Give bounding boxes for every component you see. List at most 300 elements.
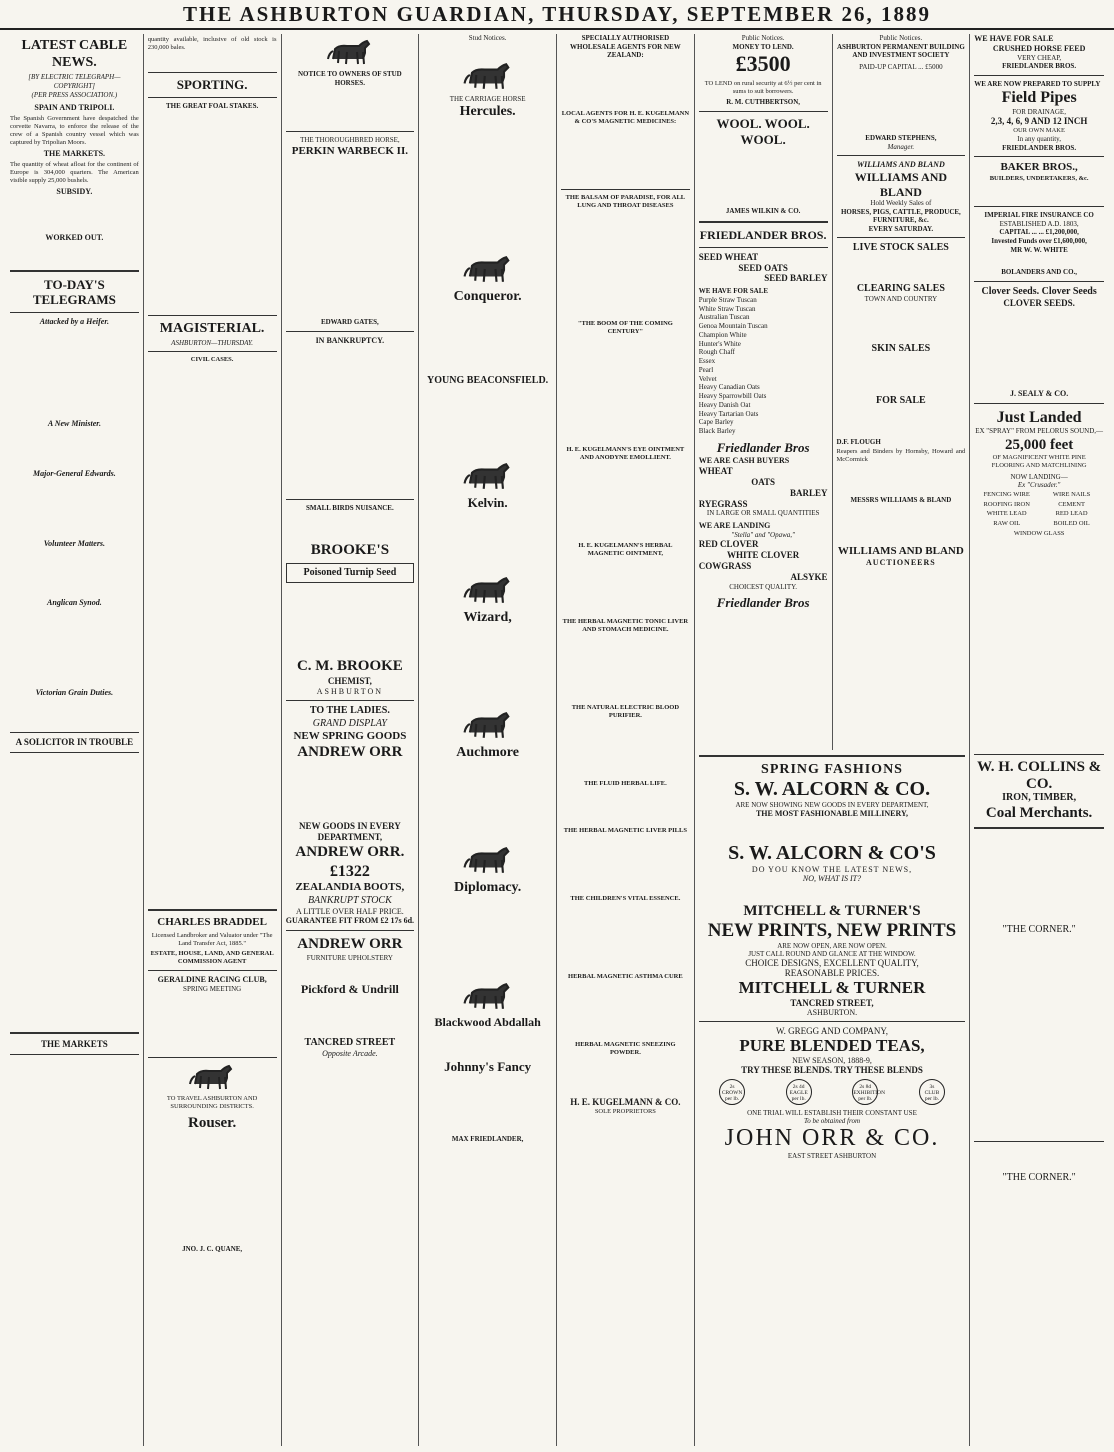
divider bbox=[974, 1141, 1104, 1142]
horse-icon bbox=[460, 574, 516, 606]
horse-icon bbox=[460, 253, 516, 285]
divider bbox=[286, 131, 415, 132]
east-street: EAST STREET ASHBURTON bbox=[787, 1152, 877, 1160]
stakes-heading: THE GREAT FOAL STAKES. bbox=[166, 102, 259, 111]
column-3 bbox=[282, 34, 420, 1446]
materials-grid bbox=[974, 490, 1104, 539]
diplomacy-heading: Diplomacy. bbox=[453, 880, 522, 896]
exhibition-medal bbox=[852, 1079, 886, 1105]
spring-meeting: SPRING MEETING bbox=[183, 984, 242, 993]
markets2-heading: THE MARKETS bbox=[40, 1038, 108, 1049]
special-agents: SPECIALLY AUTHORISED WHOLESALE AGENTS FOR NEW ZEALAND: bbox=[570, 34, 681, 60]
masthead: THE ASHBURTON GUARDIAN, THURSDAY, SEPTEMBER 26, 1889 bbox=[0, 0, 1114, 30]
crusader-label: Ex "Crusader." bbox=[1017, 481, 1061, 490]
white-agent: MR W. W. WHITE bbox=[1010, 245, 1068, 254]
white-clover: WHITE CLOVER bbox=[726, 550, 800, 561]
spain-text: The Spanish Government have despatched the corvette Navarra, to enforce the release of the crew of a Spanish country vessel which was captured by Tripolian Moors. bbox=[10, 114, 139, 146]
divider bbox=[10, 1032, 139, 1034]
civil-cases-heading: CIVIL CASES. bbox=[190, 356, 234, 364]
divider bbox=[10, 732, 139, 733]
article-body bbox=[10, 243, 139, 265]
for-sale-label: WE HAVE FOR SALE bbox=[698, 287, 769, 296]
article-body bbox=[561, 125, 690, 185]
eye-heading: H. E. KUGELMANN'S EYE OINTMENT AND ANODYNE EMOLLIENT. bbox=[566, 446, 685, 462]
column-8-upper bbox=[970, 34, 1108, 750]
list-item: Velvet bbox=[698, 374, 717, 383]
flough-label: D.F. FLOUGH bbox=[836, 437, 881, 446]
every-saturday: EVERY SATURDAY. bbox=[868, 224, 934, 233]
auchmore-heading: Auchmore bbox=[456, 745, 519, 761]
article-body bbox=[837, 466, 966, 496]
ladies-heading: TO THE LADIES. bbox=[309, 705, 390, 717]
wb-heading: WILLIAMS AND BLAND bbox=[854, 169, 948, 199]
article-body bbox=[699, 883, 966, 903]
article-body bbox=[561, 60, 690, 110]
article-body bbox=[286, 87, 415, 127]
medal-name: CROWN bbox=[721, 1090, 743, 1097]
medal-price: 2s bbox=[729, 1084, 735, 1090]
blood-heading: THE NATURAL ELECTRIC BLOOD PURIFIER. bbox=[571, 703, 680, 719]
article-body bbox=[974, 1027, 1104, 1137]
column-5 bbox=[557, 34, 695, 1446]
rouser-sub: TO TRAVEL ASHBURTON AND SURROUNDING DISTRICTS. bbox=[166, 1095, 258, 1111]
divider bbox=[148, 351, 277, 352]
friedlander-script-2: Friedlander Bros bbox=[716, 594, 810, 610]
article-body bbox=[423, 1075, 552, 1135]
clover-heading: Clover Seeds. Clover Seeds bbox=[981, 285, 1097, 297]
list-item: CEMENT bbox=[1058, 500, 1085, 508]
stud-notices: Stud Notices. bbox=[468, 34, 507, 42]
clearing-sales: CLEARING SALES bbox=[856, 282, 945, 294]
corner-heading: "THE CORNER." bbox=[1002, 924, 1076, 936]
season-label: NEW SEASON, 1888-9, bbox=[792, 1056, 872, 1065]
list-item: Heavy Tartarian Oats bbox=[698, 409, 759, 418]
medal-name: EAGLE bbox=[789, 1090, 808, 1097]
medal-unit: per lb. bbox=[791, 1096, 806, 1103]
local-agents: LOCAL AGENTS FOR H. E. KUGELMANN & CO'S MAGNETIC MEDICINES: bbox=[561, 109, 690, 125]
article-body bbox=[974, 254, 1104, 268]
building-society: ASHBURTON PERMANENT BUILDING AND INVESTMENT SOCIETY bbox=[836, 42, 965, 60]
article-body bbox=[699, 818, 966, 842]
article-body bbox=[148, 1135, 277, 1245]
article-body bbox=[423, 120, 552, 250]
magisterial-heading: MAGISTERIAL. bbox=[159, 320, 265, 336]
article-body bbox=[561, 210, 690, 320]
worked-out-heading: WORKED OUT. bbox=[45, 232, 104, 242]
cowgrass: COWGRASS bbox=[698, 561, 752, 572]
article-body bbox=[286, 345, 415, 495]
divider bbox=[974, 281, 1104, 282]
furniture-label: FURNITURE UPHOLSTERY bbox=[306, 953, 393, 962]
article-body bbox=[423, 626, 552, 706]
article-body bbox=[561, 558, 690, 618]
balsam-heading: THE BALSAM OF PARADISE, FOR ALL LUNG AND THROAT DISEASES bbox=[565, 194, 686, 210]
abdallah-heading: Blackwood Abdallah bbox=[434, 1014, 541, 1029]
amount-label: £1322 bbox=[329, 862, 370, 880]
anglican-heading: Anglican Synod. bbox=[47, 598, 102, 608]
live-stock-sales: LIVE STOCK SALES bbox=[852, 242, 949, 254]
article-body bbox=[10, 197, 139, 233]
braddel-office: ESTATE, HOUSE, LAND, AND GENERAL COMMISSION AGENT bbox=[150, 949, 274, 965]
column-6 bbox=[695, 34, 833, 750]
town-country: TOWN AND COUNTRY bbox=[864, 294, 938, 303]
zealandia-label: ZEALANDIA BOOTS, bbox=[295, 881, 405, 894]
divider bbox=[148, 72, 277, 73]
article-body bbox=[286, 761, 415, 821]
article-body bbox=[561, 720, 690, 780]
article-body bbox=[423, 43, 552, 57]
perkin-sub: THE THOROUGHBRED HORSE, bbox=[300, 136, 400, 145]
article-body bbox=[10, 429, 139, 469]
article-body bbox=[423, 761, 552, 841]
rouser-heading: Rouser. bbox=[188, 1115, 237, 1132]
article-body bbox=[10, 608, 139, 688]
geraldine-heading: GERALDINE RACING CLUB, bbox=[157, 975, 267, 985]
obtained-label: To be obtained from bbox=[803, 1117, 861, 1125]
established-label: ESTABLISHED A.D. 1803, bbox=[999, 219, 1079, 228]
alcorn-sub: ARE NOW SHOWING NEW GOODS IN EVERY DEPARTMENT, bbox=[735, 801, 929, 809]
list-item: Heavy Danish Oat bbox=[698, 400, 751, 409]
list-item: Heavy Canadian Oats bbox=[698, 383, 760, 392]
list-item: WINDOW GLASS bbox=[1013, 529, 1065, 537]
just-call: JUST CALL ROUND AND GLANCE AT THE WINDOW. bbox=[748, 950, 916, 958]
grand-display: GRAND DISPLAY bbox=[312, 717, 387, 729]
cuthbertson-signature: R. M. CUTHBERTSON, bbox=[726, 98, 801, 107]
article-body bbox=[286, 962, 415, 982]
article-body bbox=[423, 897, 552, 977]
divider bbox=[286, 700, 415, 701]
auctioneers-label: AUCTIONEERS bbox=[866, 558, 936, 568]
divider bbox=[974, 206, 1104, 207]
tancred-street: TANCRED STREET bbox=[304, 1036, 396, 1048]
medal-price: 2s 8d bbox=[859, 1084, 872, 1090]
orr-heading-3: ANDREW ORR bbox=[297, 936, 403, 953]
divider bbox=[148, 315, 277, 316]
divider bbox=[974, 75, 1104, 76]
list-item: Cape Barley bbox=[698, 418, 734, 427]
list-item: Heavy Sparrowbill Oats bbox=[698, 392, 767, 401]
article-body bbox=[837, 303, 966, 343]
red-clover: RED CLOVER bbox=[698, 539, 759, 550]
corner-heading-2: "THE CORNER." bbox=[1002, 1171, 1076, 1183]
imperial-heading: IMPERIAL FIRE INSURANCE CO bbox=[984, 211, 1094, 220]
pipe-sizes: 2,3, 4, 6, 9 AND 12 INCH bbox=[990, 116, 1088, 127]
very-cheap: VERY CHEAP, bbox=[1017, 53, 1062, 62]
article-body bbox=[286, 158, 415, 318]
todays-telegrams-heading: TO-DAY'S TELEGRAMS bbox=[32, 276, 116, 308]
article-body bbox=[561, 787, 690, 827]
wool-heading: WOOL. WOOL. WOOL. bbox=[716, 115, 810, 147]
horse-icon bbox=[187, 1062, 237, 1092]
article-body bbox=[148, 111, 277, 311]
magisterial-sub: ASHBURTON—THURSDAY. bbox=[171, 338, 254, 347]
brooke-name: C. M. BROOKE bbox=[296, 658, 403, 675]
list-item: Essex bbox=[698, 357, 716, 366]
medal-price: 3s bbox=[929, 1084, 935, 1090]
list-item: Pearl bbox=[698, 365, 714, 374]
sneezing-heading: HERBAL MAGNETIC SNEEZING POWDER. bbox=[575, 1041, 676, 1057]
attacked-heading: Attacked by a Heifer. bbox=[39, 317, 110, 327]
money-to-lend: MONEY TO LEND. bbox=[732, 42, 794, 51]
list-item: RAW OIL bbox=[993, 520, 1021, 528]
spain-heading: SPAIN AND TRIPOLI. bbox=[34, 102, 115, 112]
herbal-heading: H. E. KUGELMANN'S HERBAL MAGNETIC OINTMENT, bbox=[578, 541, 673, 557]
article-body bbox=[423, 511, 552, 571]
just-landed: Just Landed bbox=[996, 408, 1082, 426]
subsidy-heading: SUBSIDY. bbox=[56, 187, 93, 197]
manager-label: Manager. bbox=[887, 142, 915, 151]
seed-oats: SEED OATS bbox=[738, 262, 788, 273]
braddel-text: Licensed Landbroker and Valuator under "The Land Transfer Act, 1885." bbox=[151, 931, 273, 947]
column-1 bbox=[6, 34, 144, 1446]
wb-heading-2: WILLIAMS AND BLAND bbox=[837, 544, 964, 557]
newspaper-columns bbox=[6, 34, 1108, 1446]
eagle-medal bbox=[786, 1079, 812, 1105]
horses-label: HORSES, PIGS, CATTLE, PRODUCE, FURNITURE, &c. bbox=[840, 207, 961, 225]
flooring-label: FLOORING AND MATCHLINING bbox=[991, 461, 1087, 469]
divider bbox=[699, 1021, 966, 1022]
seed-barley: SEED BARLEY bbox=[764, 273, 828, 284]
any-quantity: In any quantity, bbox=[1017, 135, 1061, 144]
wilkin-signature: JAMES WILKIN & CO. bbox=[725, 207, 801, 216]
coal-merchants: Coal Merchants. bbox=[985, 805, 1093, 822]
list-item: BOILED OIL bbox=[1053, 520, 1090, 528]
article-body bbox=[974, 309, 1104, 389]
sealy-signature: J. SEALY & CO. bbox=[1009, 388, 1069, 398]
boom-heading: "THE BOOM OF THE COMING CENTURY" bbox=[577, 320, 673, 336]
horse-icon bbox=[325, 37, 375, 67]
baker-heading: BAKER BROS., bbox=[1000, 161, 1078, 174]
horse-icon bbox=[460, 844, 516, 876]
latest-cable-heading: LATEST CABLE NEWS. bbox=[21, 38, 128, 71]
divider bbox=[974, 754, 1104, 755]
horse-icon bbox=[460, 60, 516, 92]
collins-heading: W. H. COLLINS & CO. bbox=[977, 759, 1102, 792]
spread-advert bbox=[695, 750, 971, 1446]
spacer bbox=[974, 834, 1104, 924]
paid-up-capital: PAID-UP CAPITAL ... £5000 bbox=[859, 62, 943, 71]
alcorn-heading-2: S. W. ALCORN & CO'S bbox=[728, 842, 936, 864]
divider bbox=[148, 97, 277, 98]
hercules-sub: THE CARRIAGE HORSE bbox=[449, 94, 526, 103]
article-body bbox=[561, 462, 690, 542]
list-item: Black Barley bbox=[698, 427, 736, 436]
weekly-sales: Hold Weekly Sales of bbox=[870, 199, 932, 208]
article-body bbox=[148, 993, 277, 1053]
article-body bbox=[10, 698, 139, 728]
alsyke: ALSYKE bbox=[790, 572, 828, 583]
divider bbox=[10, 1054, 139, 1055]
landing-label: WE ARE LANDING bbox=[698, 521, 771, 530]
hercules-heading: Hercules. bbox=[459, 104, 516, 120]
divider bbox=[561, 189, 690, 190]
bankrupt-stock: BANKRUPT STOCK bbox=[307, 894, 392, 906]
barley-label: BARLEY bbox=[789, 487, 828, 498]
divider bbox=[974, 403, 1104, 404]
article-body bbox=[561, 981, 690, 1041]
article-body bbox=[561, 336, 690, 446]
article-body bbox=[561, 1057, 690, 1097]
proprietors-label: SOLE PROPRIETORS bbox=[594, 1108, 656, 1115]
article-body bbox=[561, 903, 690, 973]
capital-label: CAPITAL ... ... £1,200,000, bbox=[999, 228, 1079, 237]
opposite-arcade: Opposite Arcade. bbox=[322, 1048, 378, 1058]
half-price: A LITTLE OVER HALF PRICE. bbox=[295, 906, 404, 916]
solicitor-heading: A SOLICITOR IN TROUBLE bbox=[15, 736, 134, 747]
trial-label: ONE TRIAL WILL ESTABLISH THEIR CONSTANT USE bbox=[747, 1109, 917, 1117]
guarantee-label: GUARANTEE FIT FROM £2 17s 6d. bbox=[285, 916, 415, 926]
bolanders-label: BOLANDERS AND CO., bbox=[1001, 268, 1078, 277]
general-heading: Major-General Edwards. bbox=[33, 468, 116, 478]
wizard-heading: Wizard, bbox=[463, 610, 512, 626]
column-7 bbox=[833, 34, 971, 750]
divider bbox=[10, 752, 139, 753]
turnip-seed-title: Poisoned Turnip Seed bbox=[286, 563, 415, 583]
fb-signature-2: FRIEDLANDER BROS. bbox=[1002, 143, 1077, 152]
crushed-feed: CRUSHED HORSE FEED bbox=[992, 43, 1086, 53]
choice-label: CHOICE DESIGNS, EXCELLENT QUALITY, bbox=[745, 958, 919, 968]
reapers-label: Reapers and Binders by Hornsby, Howard and McCormick bbox=[836, 448, 966, 464]
article-body bbox=[10, 327, 139, 419]
public-notices-label: Public Notices. bbox=[741, 34, 785, 42]
mt-heading-2: MITCHELL & TURNER bbox=[738, 978, 926, 997]
for-sale-heading: FOR SALE bbox=[876, 395, 926, 407]
tea-medals bbox=[699, 1079, 966, 1105]
club-medal bbox=[919, 1079, 945, 1105]
article-body bbox=[10, 1059, 139, 1359]
article-body bbox=[148, 364, 277, 904]
quane-signature: JNO. J. C. QUANE, bbox=[182, 1244, 243, 1253]
seed-list bbox=[699, 296, 828, 436]
list-item: Hunter's White bbox=[698, 339, 741, 348]
for-sale-label-2: WE HAVE FOR SALE bbox=[974, 34, 1054, 43]
braddel-heading: CHARLES BRADDEL bbox=[157, 916, 267, 929]
divider bbox=[699, 247, 828, 248]
crown-medal bbox=[719, 1079, 745, 1105]
kelvin-heading: Kelvin. bbox=[467, 495, 508, 511]
try-blends: TRY THESE BLENDS. TRY THESE BLENDS bbox=[741, 1065, 923, 1075]
prepared-label: WE ARE NOW PREPARED TO SUPPLY bbox=[974, 79, 1101, 88]
kugelmann-name: H. E. KUGELMANN & CO. bbox=[570, 1097, 681, 1108]
friedlander-signature: MAX FRIEDLANDER, bbox=[451, 1134, 524, 1143]
ashburton-label: ASHBURTON bbox=[316, 686, 384, 696]
quantities-label: IN LARGE OR SMALL QUANTITIES bbox=[706, 509, 820, 518]
divider bbox=[974, 827, 1104, 829]
article-body bbox=[286, 587, 415, 657]
article-body bbox=[148, 54, 277, 68]
medal-name: EXHIBITION bbox=[853, 1090, 886, 1097]
orr-heading-2: ANDREW ORR. bbox=[295, 844, 405, 861]
children-heading: THE CHILDREN'S VITAL ESSENCE. bbox=[570, 895, 681, 903]
drainage-label: FOR DRAINAGE, bbox=[1012, 107, 1066, 116]
list-item: White Straw Tuscan bbox=[698, 304, 756, 313]
article-body bbox=[10, 548, 139, 598]
article-body bbox=[423, 387, 552, 457]
article-body bbox=[837, 505, 966, 545]
wb-small: WILLIAMS AND BLAND bbox=[857, 160, 945, 170]
minister-heading: A New Minister. bbox=[47, 419, 101, 429]
article-body bbox=[974, 182, 1104, 202]
divider bbox=[148, 909, 277, 911]
cash-buyers: WE ARE CASH BUYERS bbox=[698, 455, 790, 465]
right-lower bbox=[695, 750, 1108, 1446]
invested-label: Invested Funds over £1,600,000, bbox=[991, 237, 1087, 246]
divider bbox=[837, 155, 966, 156]
friedlander-heading: FRIEDLANDER BROS. bbox=[699, 227, 827, 242]
field-pipes: Field Pipes bbox=[1001, 89, 1077, 107]
article-body bbox=[561, 634, 690, 704]
own-make: OUR OWN MAKE bbox=[1013, 127, 1065, 135]
teas-heading: PURE BLENDED TEAS, bbox=[739, 1036, 925, 1055]
pickford-name: Pickford & Undrill bbox=[300, 982, 399, 997]
ships-label: "Stella" and "Opawa," bbox=[731, 530, 795, 539]
latest-news: DO YOU KNOW THE LATEST NEWS, bbox=[751, 865, 913, 874]
wheat-label: WHEAT bbox=[698, 465, 733, 476]
spring-goods: NEW SPRING GOODS bbox=[293, 729, 407, 742]
right-upper bbox=[695, 34, 1108, 750]
cable-subheading: [BY ELECTRIC TELEGRAPH—COPYRIGHT] bbox=[28, 73, 121, 90]
loan-amount: £3500 bbox=[735, 51, 791, 77]
spacer bbox=[974, 937, 1104, 1027]
article-body bbox=[423, 1029, 552, 1059]
perkin-heading: PERKIN WARBECK II. bbox=[291, 144, 408, 157]
ryegrass-label: RYEGRASS bbox=[698, 498, 748, 509]
small-birds-heading: SMALL BIRDS NUISANCE. bbox=[306, 504, 394, 513]
column-4 bbox=[419, 34, 557, 1446]
divider bbox=[10, 270, 139, 272]
fancy-heading: Johnny's Fancy bbox=[444, 1059, 532, 1075]
beaconsfield-heading: YOUNG BEACONSFIELD. bbox=[427, 375, 549, 387]
article-body bbox=[423, 305, 552, 375]
divider bbox=[148, 1057, 277, 1058]
list-item: ROOFING IRON bbox=[983, 500, 1030, 508]
public-notices-label-2: Public Notices. bbox=[879, 34, 923, 42]
divider bbox=[974, 156, 1104, 157]
divider bbox=[699, 221, 828, 223]
list-item: Rough Chaff bbox=[698, 348, 735, 357]
fb-signature: FRIEDLANDER BROS. bbox=[1002, 62, 1077, 71]
horse-icon bbox=[460, 709, 516, 741]
divider bbox=[286, 499, 415, 500]
feet-label: 25,000 feet bbox=[1004, 436, 1074, 453]
divider bbox=[699, 755, 966, 757]
loan-note: TO LEND on rural security at 6½ per cent in sums to suit borrowers. bbox=[704, 79, 822, 96]
column-8-lower bbox=[970, 750, 1108, 1446]
what-is-it: NO, WHAT IS IT? bbox=[802, 874, 862, 883]
article-body bbox=[699, 147, 828, 207]
spray-label: EX "SPRAY" FROM PELORUS SOUND,— bbox=[975, 427, 1104, 436]
right-block bbox=[695, 34, 1108, 1446]
asthma-heading: HERBAL MAGNETIC ASTHMA CURE bbox=[568, 973, 683, 981]
prints-heading: NEW PRINTS, NEW PRINTS bbox=[707, 920, 957, 941]
article-body bbox=[837, 355, 966, 395]
open-label: ARE NOW OPEN, ARE NOW OPEN. bbox=[777, 942, 887, 950]
markets-text: The quantity of wheat afloat for the continent of Europe is 304,000 quarters. The American visible supply 25,000 bushels. bbox=[10, 160, 139, 184]
choicest-label: CHOICEST QUALITY. bbox=[729, 583, 798, 592]
notice-heading: NOTICE TO OWNERS OF STUD HORSES. bbox=[298, 70, 402, 87]
column-2 bbox=[144, 34, 282, 1446]
skin-sales: SKIN SALES bbox=[871, 343, 931, 355]
alcorn-heading: S. W. ALCORN & CO. bbox=[733, 778, 931, 800]
article-body bbox=[286, 513, 415, 541]
brookes-heading: BROOKE'S bbox=[310, 541, 390, 558]
conqueror-heading: Conqueror. bbox=[453, 289, 522, 305]
millinery-label: THE MOST FASHIONABLE MILLINERY, bbox=[755, 809, 909, 818]
mt-heading: MITCHELL & TURNER'S bbox=[743, 903, 921, 919]
horse-icon bbox=[460, 460, 516, 492]
article-body bbox=[10, 757, 139, 1027]
divider bbox=[148, 970, 277, 971]
